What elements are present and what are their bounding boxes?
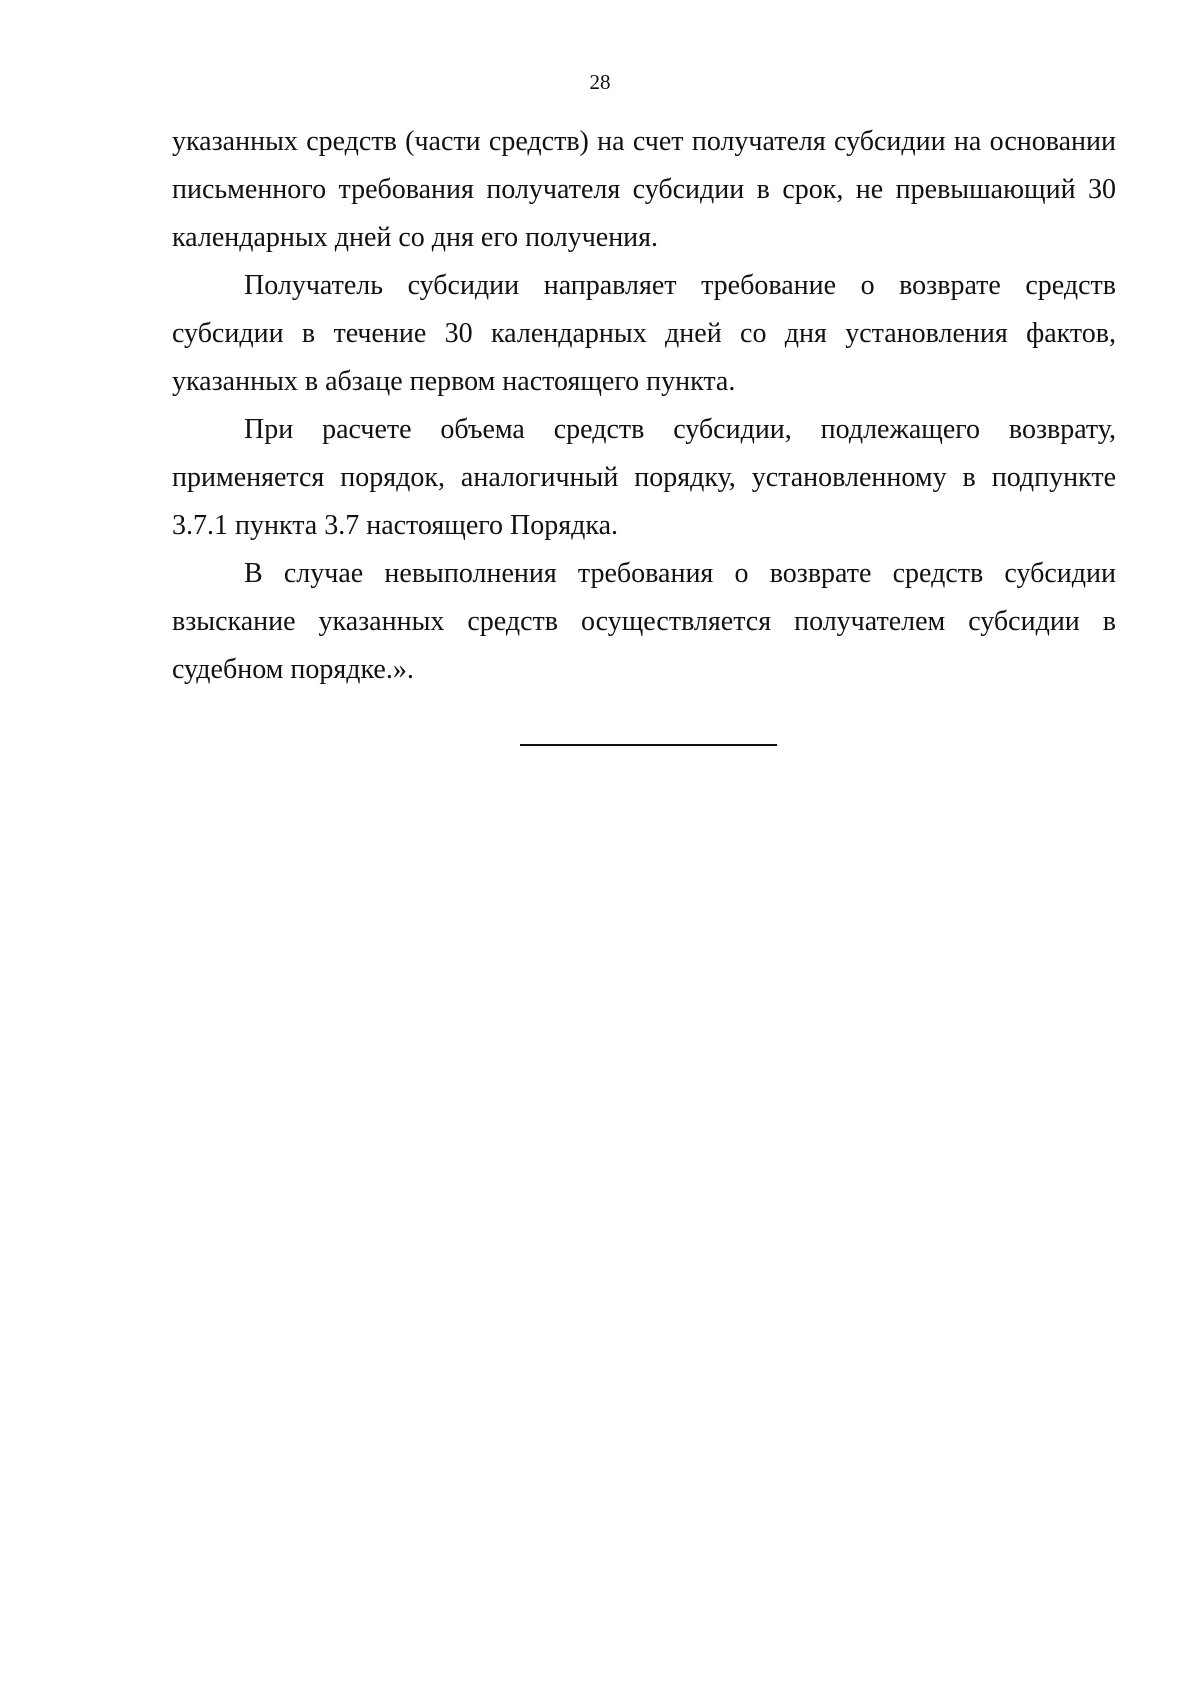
end-of-document-rule — [520, 744, 777, 746]
paragraph-refund-request: Получатель субсидии направляет требование о возврате средств субсидии в течение 30 календарных дней со дня установления фактов, указанных в абзаце первом настоящего пункта. — [172, 270, 1116, 397]
paragraph-refund-calculation: При расчете объема средств субсидии, подлежащего возврату, применяется порядок, аналогичный порядку, установленному в подпункте 3.7.1 пункта 3.7 настоящего Порядка. — [172, 414, 1116, 541]
document-body — [172, 118, 1116, 694]
page-number: 28 — [589, 70, 611, 94]
paragraph-court-recovery: В случае невыполнения требования о возврате средств субсидии взыскание указанных средств осуществляется получателем субсидии в судебном порядке.». — [172, 558, 1116, 685]
paragraph-continuation: указанных средств (части средств) на счет получателя субсидии на основании письменного требования получателя субсидии в срок, не превышающий 30 календарных дней со дня его получения. — [172, 126, 1116, 253]
